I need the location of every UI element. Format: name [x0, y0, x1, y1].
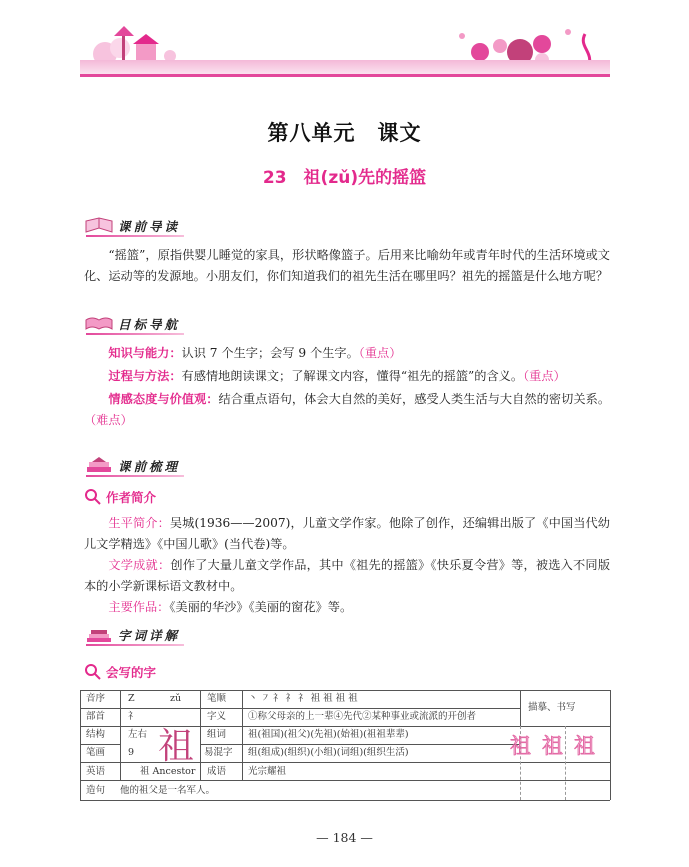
magnifier-icon — [84, 488, 102, 506]
section-goals-heading — [84, 313, 180, 335]
open-book-icon — [84, 315, 114, 333]
english: 祖 Ancestor — [140, 766, 196, 777]
section-preread-heading — [84, 215, 180, 237]
unit-title: 第八单元 课文 — [267, 120, 422, 145]
section-preread-label: 课前导读 — [118, 219, 181, 234]
author-heading-label: 作者简介 — [106, 490, 157, 505]
author-list — [84, 513, 610, 618]
trace-label: 描摹、书写 — [528, 702, 576, 713]
trace-character: 祖 — [574, 734, 595, 758]
author-item: 生平简介：吴城(1936——2007)，儿童文学作家。他除了创作，还编辑出版了《中国当代幼儿文学精选》《中国儿歌》(当代卷)等。 — [84, 516, 610, 551]
lesson-title: 23 祖(zǔ)先的摇篮 — [262, 168, 427, 188]
idiom: 光宗耀祖 — [248, 766, 287, 777]
meaning: ①称父母亲的上一辈④先代②某种事业或流派的开创者 — [248, 711, 477, 722]
page-header-decoration — [80, 22, 610, 78]
main-character: 祖 — [158, 726, 195, 767]
confusable-char: 组(组成)(组织)(小组)(词组)(组织生活) — [248, 747, 409, 758]
preread-text: “摇篮”，原指供婴儿睡觉的家具，形状略像篮子。后用来比喻幼年或青年时代的生活环境或文化、运动等的发源地。小朋友们，你们知道我们的祖先生活在哪里吗？祖先的摇篮是什么地方呢？ — [84, 248, 610, 283]
section-review-label: 课前梳理 — [118, 459, 181, 474]
section-goals-label: 目标导航 — [118, 317, 181, 332]
stroke-order: 丶 ㇇ 礻 礻 礻 祖 祖 祖 祖 — [248, 693, 358, 704]
section-words-label: 字词详解 — [118, 628, 181, 643]
books-icon — [84, 457, 114, 475]
write-heading-label: 会写的字 — [106, 665, 157, 680]
author-heading — [84, 487, 156, 507]
goal-item: 知识与能力：认识 7 个生字；会写 9 个生字。（重点） — [108, 346, 402, 360]
section-words-heading — [84, 624, 180, 646]
write-heading — [84, 662, 156, 682]
goal-item: 过程与方法：有感情地朗读课文；了解课文内容，懂得“祖先的摇篮”的含义。（重点） — [108, 369, 566, 383]
trace-character: 祖 — [510, 734, 531, 758]
pinyin: zǔ — [170, 693, 182, 704]
author-item: 主要作品：《美丽的华沙》《美丽的窗花》等。 — [108, 600, 353, 614]
trace-character: 祖 — [542, 734, 563, 758]
example-sentence: 他的祖父是一名军人。 — [120, 785, 216, 796]
stacked-books-icon — [84, 626, 114, 644]
goal-item: 情感态度与价值观：结合重点语句，体会大自然的美好，感受人类生活与大自然的密切关系。（难点） — [84, 392, 611, 427]
section-review-heading — [84, 455, 180, 477]
goals-list — [84, 343, 610, 431]
character-table: 音序 Z zǔ 部首 礻 结构 左右 笔画 9 祖 笔顺 丶 ㇇ 礻 礻 礻 祖 祖 祖 祖 字义 ①称父母亲的上一辈④先代②某种事业或流派的开创者 组词 祖(祖国)(祖父)(先祖)(始祖)(祖祖辈辈) 易混字 组(组成)(组织)(小组)(词组)(组织生活) 英语 祖 Ancestor 成语 光宗耀祖 造句 他的祖父是一名军人。 描摹、书写 祖 祖 祖 — [80, 690, 610, 800]
book-icon — [84, 217, 114, 235]
word-groups: 祖(祖国)(祖父)(先祖)(始祖)(祖祖辈辈) — [248, 729, 409, 740]
author-item: 文学成就：创作了大量儿童文学作品，其中《祖先的摇篮》《快乐夏令营》等，被选入不同版本的小学新课标语文教材中。 — [84, 558, 611, 593]
page-number: — 184 — — [316, 830, 373, 845]
magnifier-icon — [84, 663, 102, 681]
